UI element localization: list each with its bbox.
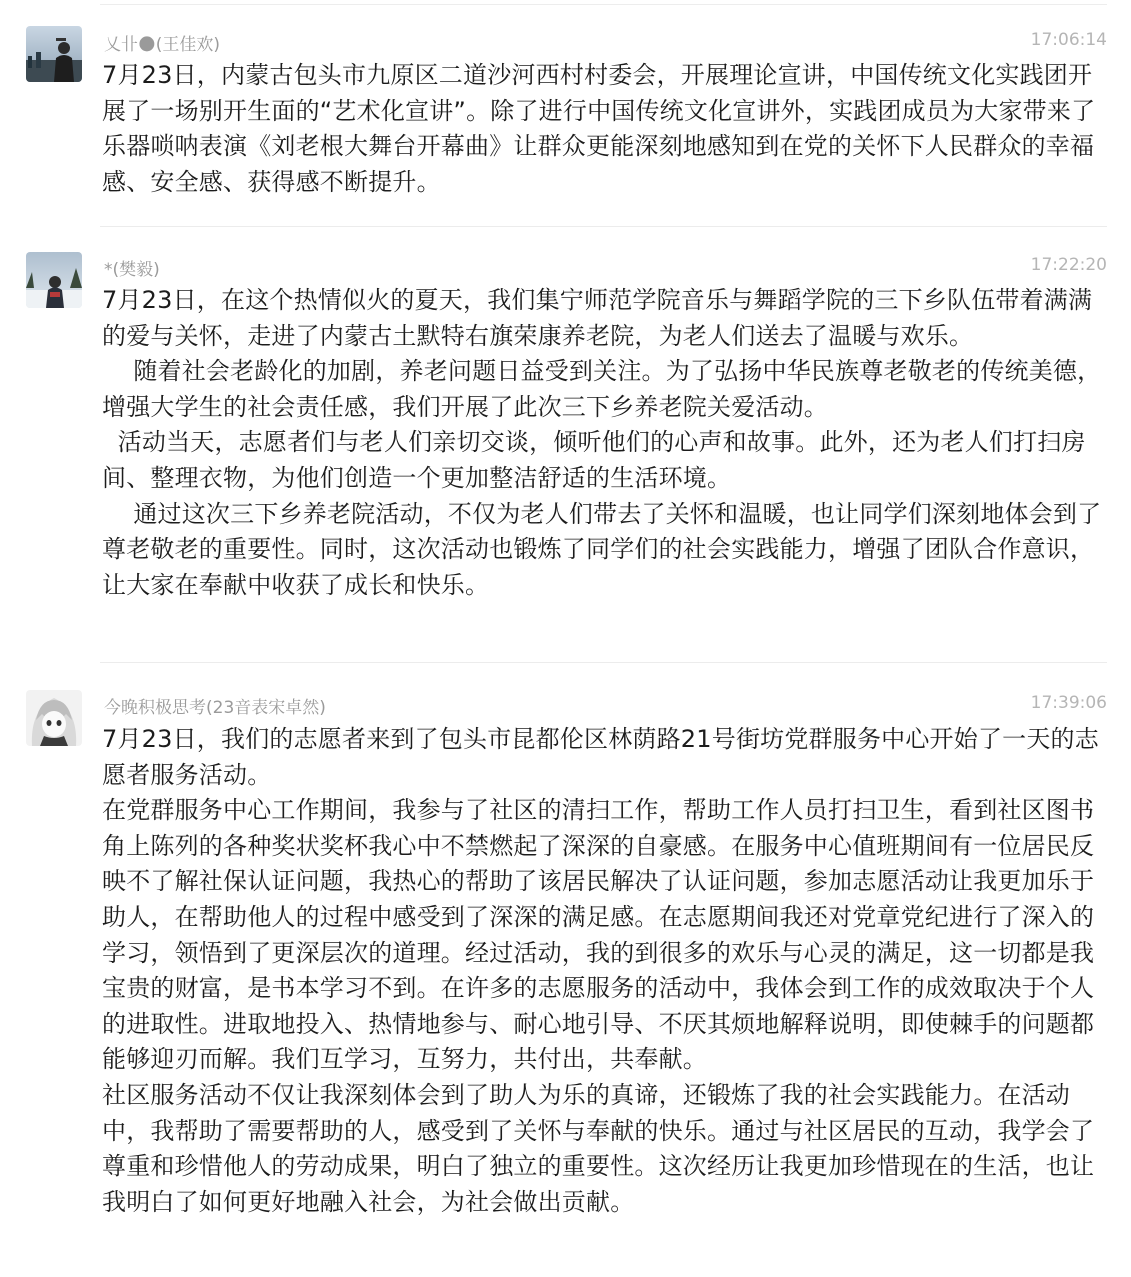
message-paragraph: 随着社会老龄化的加剧，养老问题日益受到关注。为了弘扬中华民族尊老敬老的传统美德，增强大学生的社会责任感，我们开展了此次三下乡养老院关爱活动。	[102, 357, 1102, 421]
message-paragraph: 社区服务活动不仅让我深刻体会到了助人为乐的真谛，还锻炼了我的社会实践能力。在活动中，我帮助了需要帮助的人，感受到了关怀与奉献的快乐。通过与社区居民的互动，我学会了尊重和珍惜他人的劳动成果，明白了独立的重要性。这次经历让我更加珍惜现在的生活，也让我明白了如何更好地融入社会，为社会做出贡献。	[102, 1080, 1095, 1216]
message-body	[102, 722, 1104, 1220]
message-body	[102, 58, 1104, 200]
avatar[interactable]	[26, 252, 82, 308]
message-paragraph: 活动当天，志愿者们与老人们亲切交谈，倾听他们的心声和故事。此外，还为老人们打扫房间、整理衣物，为他们创造一个更加整洁舒适的生活环境。	[102, 428, 1086, 492]
message-paragraph: 在党群服务中心工作期间，我参与了社区的清扫工作，帮助工作人员打扫卫生，看到社区图书角上陈列的各种奖状奖杯我心中不禁燃起了深深的自豪感。在服务中心值班期间有一位居民反映不了解社保认证问题，我热心的帮助了该居民解决了认证问题，参加志愿活动让我更加乐于助人，在帮助他人的过程中感受到了深深的满足感。在志愿期间我还对党章党纪进行了深入的学习，领悟到了更深层次的道理。经过活动，我的到很多的欢乐与心灵的满足，这一切都是我宝贵的财富，是书本学习不到。在许多的志愿服务的活动中，我体会到工作的成效取决于个人的进取性。进取地投入、热情地参与、耐心地引导、不厌其烦地解释说明，即使棘手的问题都能够迎刃而解。我们互学习，互努力，共付出，共奉献。	[102, 796, 1095, 1074]
avatar[interactable]	[26, 26, 82, 82]
message-paragraph: 7月23日，在这个热情似火的夏天，我们集宁师范学院音乐与舞蹈学院的三下乡队伍带着满满的爱与关怀，走进了内蒙古土默特右旗荣康养老院，为老人们送去了温暖与欢乐。	[102, 286, 1093, 350]
message-paragraph: 7月23日，我们的志愿者来到了包头市昆都伦区林荫路21号街坊党群服务中心开始了一天的志愿者服务活动。	[102, 725, 1099, 789]
avatar-photo-icon	[26, 252, 82, 308]
sender-name[interactable]: 乂卝🌑(王佳欢)	[104, 35, 220, 55]
message-paragraph: 通过这次三下乡养老院活动，不仅为老人们带去了关怀和温暖，也让同学们深刻地体会到了尊老敬老的重要性。同时，这次活动也锻炼了同学们的社会实践能力，增强了团队合作意识，让大家在奉献中收获了成长和快乐。	[102, 499, 1102, 599]
avatar-anime-icon	[26, 690, 82, 746]
top-divider	[100, 4, 1107, 5]
message-time: 17:39:06	[1030, 693, 1107, 713]
message-time: 17:06:14	[1030, 30, 1107, 50]
avatar-photo-icon	[26, 26, 82, 82]
sender-name[interactable]: *(樊毅)	[104, 260, 160, 280]
avatar[interactable]	[26, 690, 82, 746]
message-divider	[100, 662, 1107, 663]
sender-name[interactable]: 今晚积极思考(23音表宋卓然)	[104, 698, 326, 718]
message-divider	[100, 226, 1107, 227]
message-time: 17:22:20	[1030, 255, 1107, 275]
message-paragraph: 7月23日，内蒙古包头市九原区二道沙河西村村委会，开展理论宣讲，中国传统文化实践团开展了一场别开生面的“艺术化宣讲”。除了进行中国传统文化宣讲外，实践团成员为大家带来了乐器唢呐表演《刘老根大舞台开幕曲》让群众更能深刻地感知到在党的关怀下人民群众的幸福感、安全感、获得感不断提升。	[102, 61, 1096, 196]
message-body	[102, 283, 1104, 603]
